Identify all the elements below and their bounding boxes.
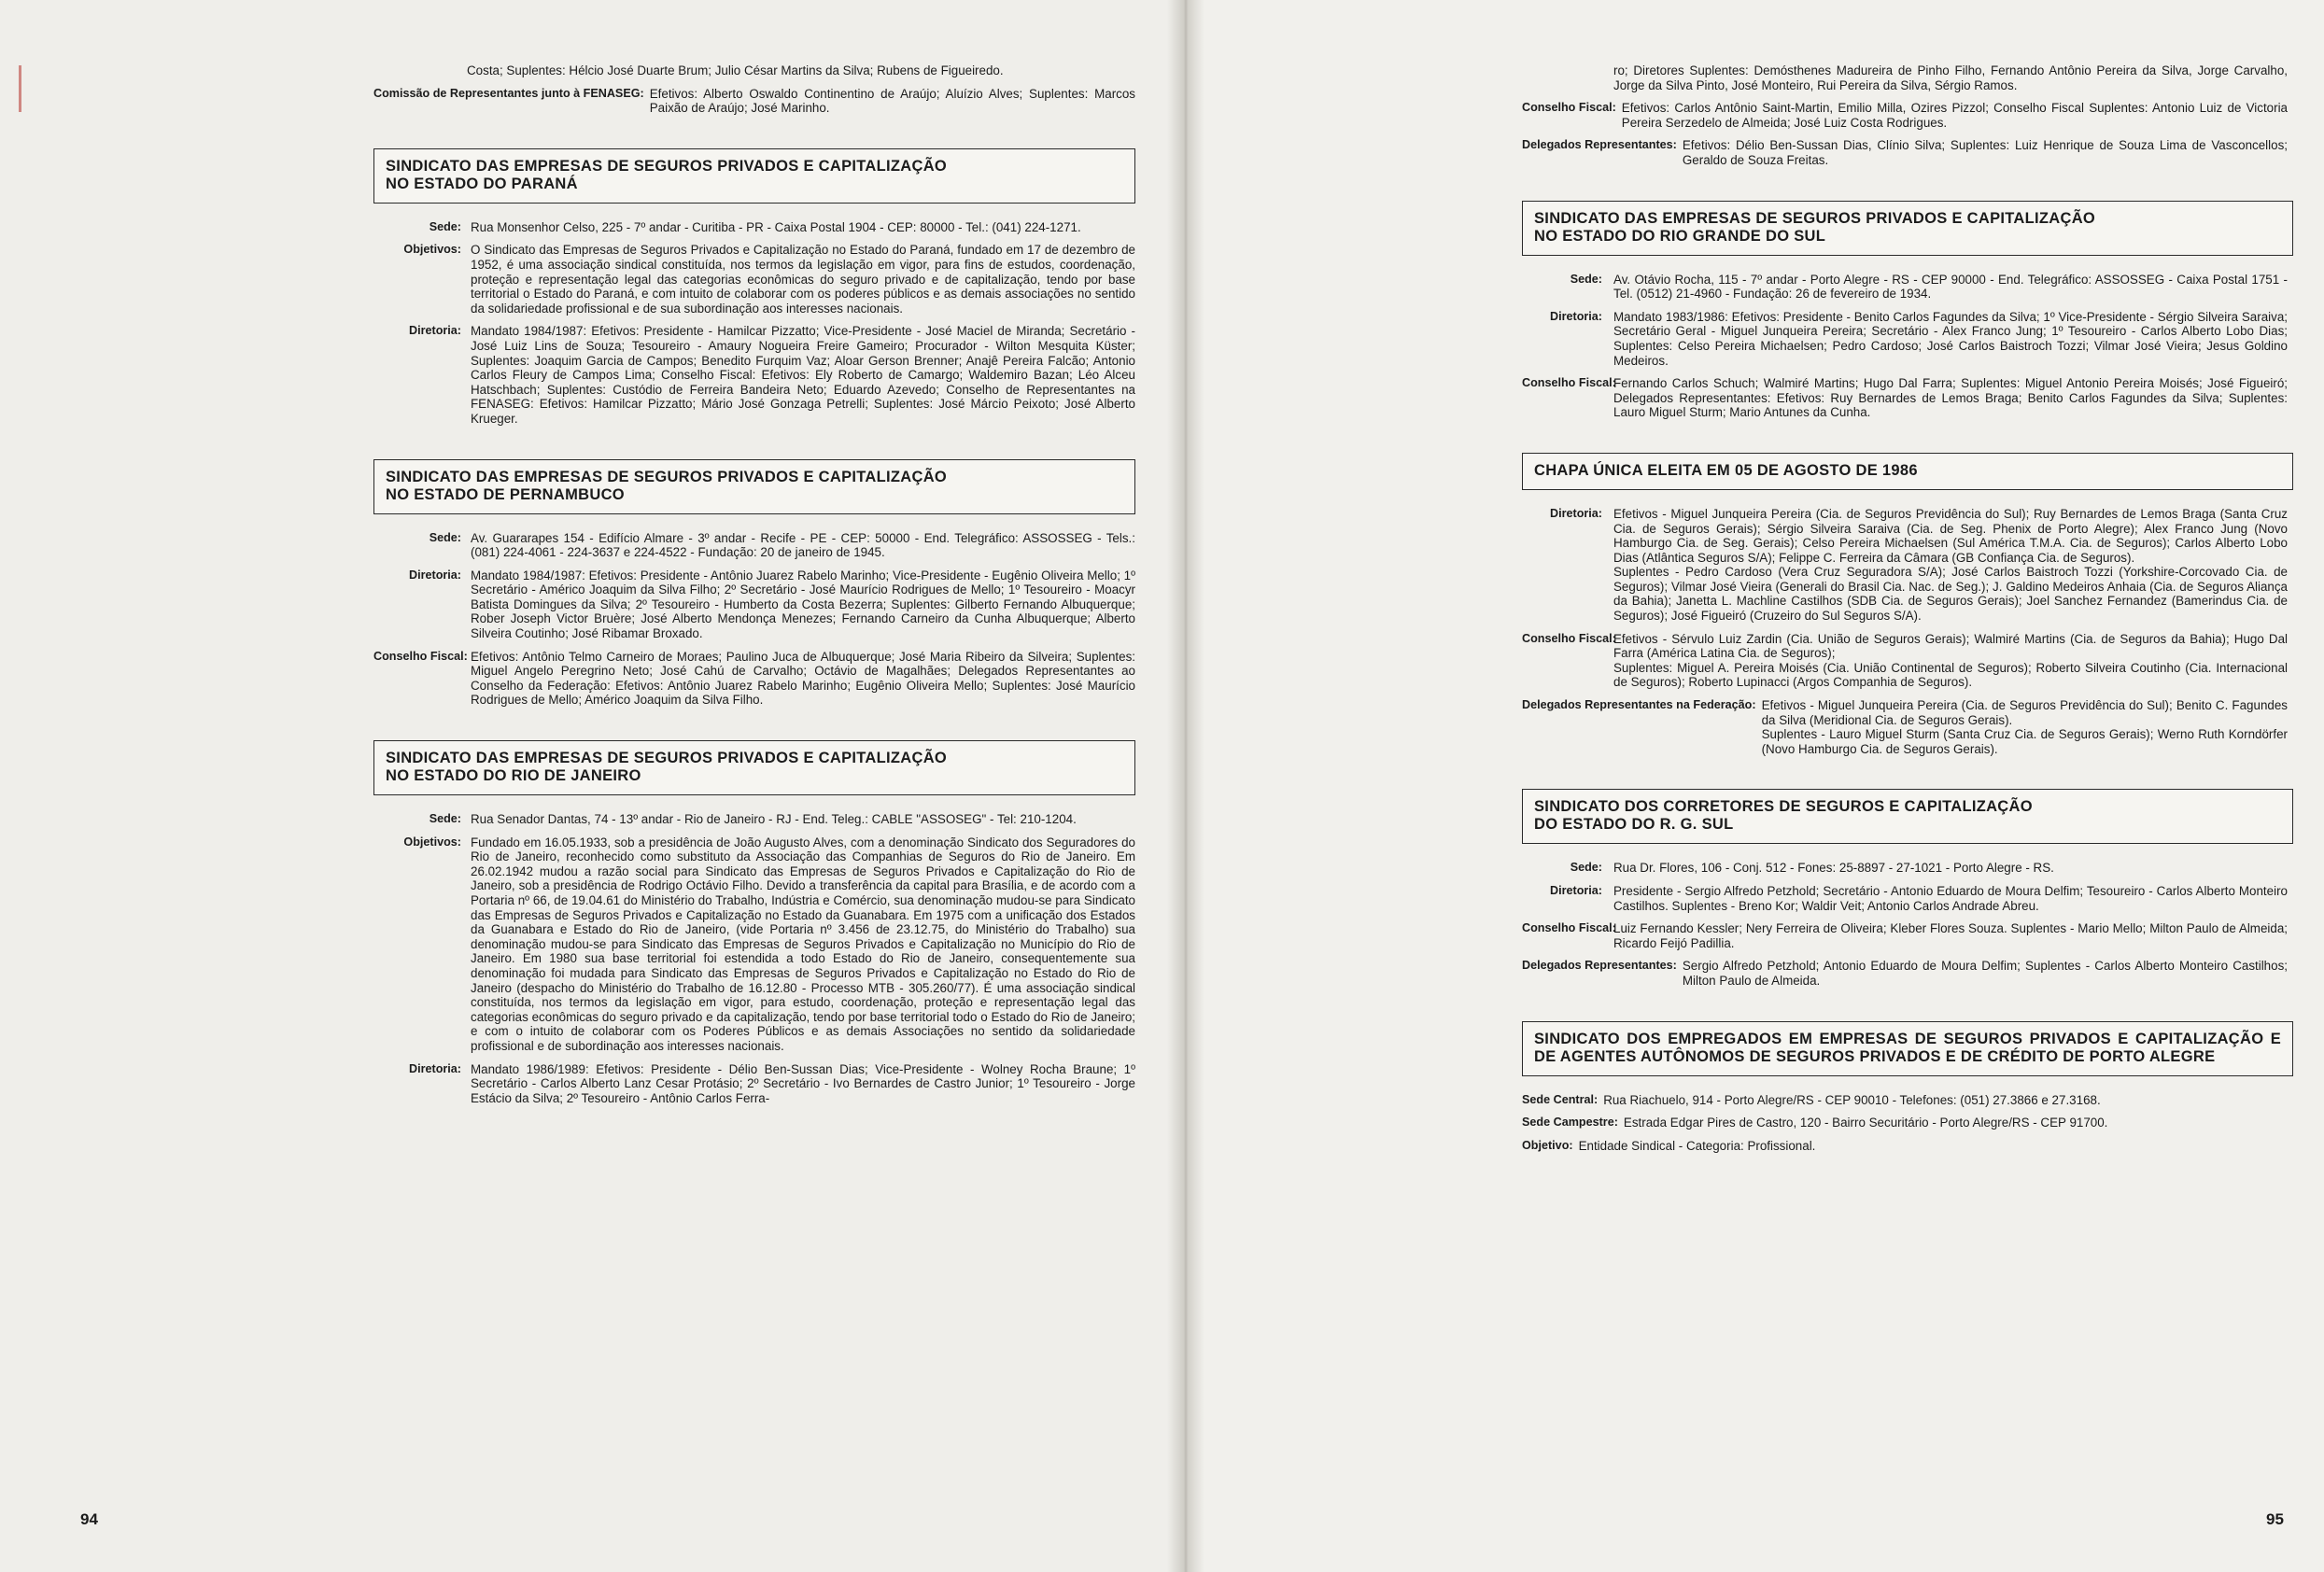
entry-label: Sede: [1570, 272, 1602, 286]
entry-sede-campestre [1522, 1116, 2288, 1130]
entry-label: Objetivos: [403, 835, 461, 849]
entry-label: Delegados Representantes na Federação: [1522, 698, 1756, 712]
entry-conselho-fiscal [1522, 632, 2288, 690]
section-title-box [1522, 453, 2293, 490]
entry-text: Luiz Fernando Kessler; Nery Ferreira de Oliveira; Kleber Flores Souza. Suplentes - Mario Mello; Milton Paulo de Almeida; Ricardo Feijó Padillia. [1613, 921, 2288, 950]
section-subtitle: NO ESTADO DE PERNAMBUCO [386, 485, 625, 503]
section-title-box [1522, 1021, 2293, 1076]
entry-label: Comissão de Representantes junto à FENASEG: [373, 86, 644, 100]
entry-label: Diretoria: [409, 568, 461, 582]
section-subtitle: DO ESTADO DO R. G. SUL [1534, 816, 1734, 834]
entry-label: Sede: [429, 812, 461, 826]
entry-objetivo [1522, 1139, 2288, 1154]
entry-label: Diretoria: [409, 324, 461, 338]
section-title-box [373, 740, 1135, 795]
entry-text: Estrada Edgar Pires de Castro, 120 - Bairro Securitário - Porto Alegre/RS - CEP 91700. [1623, 1116, 2108, 1130]
entry-text: Presidente - Sergio Alfredo Petzhold; Secretário - Antonio Eduardo de Moura Delfim; Tesoureiro - Carlos Alberto Monteiro Castilhos. Suplentes - Breno Kor; Waldir Veit; Antonio Carlos Andrade Abreu. [1613, 884, 2288, 913]
entry-efetivos: Efetivos - Miguel Junqueira Pereira (Cia. de Seguros Previdência do Sul); Benito C. Fagundes da Silva (Meridional Cia. de Seguros Gerais). [1761, 698, 2288, 727]
entry-efetivos: Efetivos - Miguel Junqueira Pereira (Cia. de Seguros Previdência do Sul); Ruy Bernardes de Lemos Braga (Santa Cruz Cia. de Seguros Gerais); Sérgio Silveira Saraiva (Cia. de Seg. Phenix de Porto Alegre); Alex Franco Jung (Novo Hamburgo Cia. de Seg. Gerais); Celso Pereira Michaelsen (Sul América T.M.A. Cia. de Seguros); Carlos Alberto Lobo Dias (Atlântica Seguros S/A); Felippe C. Ferreira da Câmara (GB Confiança Cia. de Seguros). [1613, 506, 2288, 565]
entry-diretoria [1522, 884, 2288, 913]
entry-efetivos: Efetivos - Sérvulo Luiz Zardin (Cia. União de Seguros Gerais); Walmiré Martins (Cia. de Seguros da Bahia); Hugo Dal Farra (América Latina Cia. de Seguros); [1613, 631, 2288, 661]
entry-sede [1522, 273, 2288, 302]
section-title: SINDICATO DOS CORRETORES DE SEGUROS E CAPITALIZAÇÃO [1534, 798, 2033, 816]
entry-label: Delegados Representantes: [1522, 138, 1677, 152]
entry-conselho-fiscal [373, 650, 1135, 708]
section-title: SINDICATO DAS EMPRESAS DE SEGUROS PRIVADOS E CAPITALIZAÇÃO [386, 157, 948, 175]
entry-conselho-fiscal [1522, 921, 2288, 950]
entry-suplentes: Suplentes - Lauro Miguel Sturm (Santa Cruz Cia. de Seguros Gerais); Werno Ruth Korndörfer (Novo Hamburgo Cia. de Seguros Gerais). [1761, 727, 2288, 756]
entry-objetivos [373, 835, 1135, 1054]
entry-text: Mandato 1984/1987: Efetivos: Presidente - Hamilcar Pizzatto; Vice-Presidente - José Maciel de Miranda; Secretário - José Luiz Lins de Souza; Tesoureiro - Amaury Nogueira Freire Gameiro; Procurador - Wilton Mesquita Küster; Suplentes: Joaquim Garcia de Campos; Benedito Furquim Vaz; Aloar Gerson Brenner; Anajê Pereira Falcão; Antonio Carlos Fleury de Campos Lima; Conselho Fiscal: Efetivos: Ely Roberto de Camargo; Waldemiro Bazan; Léo Alceu Hatschbach; Suplentes: Custódio de Ferreira Bandeira Neto; Eduardo Azevedo; Conselho de Representantes na FENASEG: Efetivos: Hamilcar Pizzatto; Mário José Gonzaga Petrelli; Suplentes: José Márcio Peixoto; José Alberto Krueger. [471, 324, 1135, 426]
page-number-left: 94 [80, 1510, 98, 1528]
entry-label: Diretoria: [1550, 884, 1602, 897]
entry-text: Sergio Alfredo Petzhold; Antonio Eduardo de Moura Delfim; Suplentes - Carlos Alberto Monteiro Castilhos; Milton Paulo de Almeida. [1682, 959, 2288, 988]
entry-delegados [1522, 959, 2288, 988]
section-subtitle: NO ESTADO DO PARANÁ [386, 175, 578, 192]
entry-label: Objetivo: [1522, 1138, 1573, 1152]
section-title-box [1522, 201, 2293, 256]
intro-line: Costa; Suplentes: Hélcio José Duarte Brum; Julio César Martins da Silva; Rubens de Figueiredo. [467, 63, 1004, 77]
entry-text [1613, 632, 2288, 690]
entry-text: Mandato 1983/1986: Efetivos: Presidente - Benito Carlos Fagundes da Silva; 1º Vice-Presidente - Sérgio Silveira Saraiva; Secretário Geral - Miguel Junqueira Pereira; Secretário - Alex Franco Jung; 1º Tesoureiro - Carlos Alberto Lobo Dias; Suplentes: Celso Pereira Michaelsen; Pedro Cardoso; José Carlos Baistroch Tozzi; Vilmar José Vieira; Jesus Goldino Medeiros. [1613, 309, 2288, 368]
entry-text [1613, 507, 2288, 624]
right-page-content [1522, 63, 2288, 1161]
entry-text: Efetivos: Antônio Telmo Carneiro de Moraes; Paulino Juca de Albuquerque; José Maria Ribeiro da Silveira; Suplentes: Miguel Angelo Peregrino Neto; José Cahú de Carvalho; Octávio de Magalhães; Delegados Representantes ao Conselho da Federação: Efetivos: Antônio Juarez Rabelo Marinho; Eugênio Oliveira Mello; Suplentes: José Maurício Rodrigues de Mello; Américo Joaquim da Silva Filho. [471, 649, 1135, 708]
section-title-box [373, 148, 1135, 204]
section-title: SINDICATO DOS EMPREGADOS EM EMPRESAS DE SEGUROS PRIVADOS E CAPITALIZAÇÃO E DE AGENTES AUTÔNOMOS DE SEGUROS PRIVADOS E DE CRÉDITO DE PORTO ALEGRE [1534, 1030, 2281, 1065]
section-title: SINDICATO DAS EMPRESAS DE SEGUROS PRIVADOS E CAPITALIZAÇÃO [386, 468, 948, 485]
section-title-box [1522, 789, 2293, 844]
entry-label: Sede: [1570, 861, 1602, 875]
entry-objetivos [373, 243, 1135, 316]
entry-label: Sede: [429, 219, 461, 233]
entry-text: Av. Otávio Rocha, 115 - 7º andar - Porto Alegre - RS - CEP 90000 - End. Telegráfico: ASSOSSEG - Caixa Postal 1751 - Tel. (0512) 21-4960 - Fundação: 26 de fevereiro de 1934. [1613, 272, 2288, 302]
entry-label: Diretoria: [409, 1061, 461, 1075]
entry-label: Diretoria: [1550, 309, 1602, 323]
entry-delegados [1522, 138, 2288, 167]
entry-conselho-fiscal [1522, 101, 2288, 130]
entry-label: Conselho Fiscal: [1522, 101, 1616, 115]
entry-label: Sede: [429, 530, 461, 544]
section-title: CHAPA ÚNICA ELEITA EM 05 DE AGOSTO DE 1986 [1534, 461, 1918, 479]
entry-text: Rua Monsenhor Celso, 225 - 7º andar - Curitiba - PR - Caixa Postal 1904 - CEP: 80000 - Tel.: (041) 224-1271. [471, 219, 1081, 234]
entry-text: Entidade Sindical - Categoria: Profissional. [1578, 1138, 1816, 1153]
entry-sede [373, 812, 1135, 827]
entry-sede [373, 531, 1135, 560]
entry-delegados [1522, 698, 2288, 756]
entry-label: Conselho Fiscal: [1522, 376, 1616, 390]
section-subtitle: NO ESTADO DO RIO GRANDE DO SUL [1534, 227, 1826, 245]
entry-text [1762, 698, 2288, 756]
entry-conselho-fiscal [1522, 376, 2288, 420]
entry-label: Sede Central: [1522, 1092, 1599, 1106]
entry-sede [373, 220, 1135, 235]
page-number-right: 95 [2266, 1510, 2284, 1528]
margin-mark [19, 65, 21, 112]
entry-suplentes: Suplentes - Pedro Cardoso (Vera Cruz Seguradora S/A); José Carlos Baistroch Tozzi (Yorkshire-Corcovado Cia. de Seguros); Vilmar José Vieira (Generali do Brasil Cia. Nac. de Seg.); J. Galdino Medeiros Anhaia (Cia. de Seguros Aliança da Bahia); Janetta L. Machline Castilhos (SDB Cia. de Seguros Gerais); Joel Sanchez Fernandez (Bamerindus Cia. de Seguros); José Figueiró (Cruzeiro do Sul Seguros S/A). [1613, 565, 2288, 624]
entry-sede [1522, 861, 2288, 876]
entry-suplentes: Suplentes: Miguel A. Pereira Moisés (Cia. União Continental de Seguros); Roberto Silveira Coutinho (Cia. Internacional de Seguros); Roberto Lupinacci (Argos Companhia de Seguros). [1613, 660, 2288, 690]
entry-text: O Sindicato das Empresas de Seguros Privados e Capitalização no Estado do Paraná, fundado em 17 de dezembro de 1952, é uma associação sindical constituída, nos termos da legislação em vigor, para fins de estudos, coordenação, proteção e representação legal das categorias econômicas do seguro privado e de capitalização, tendo por base territorial o Estado do Paraná, e com intuito de colaborar com os poderes públicos e as demais associações no sentido da solidariedade profissional e de sua subordinação aos interesses nacionais. [471, 243, 1135, 316]
entry-text: Rua Dr. Flores, 106 - Conj. 512 - Fones: 25-8897 - 27-1021 - Porto Alegre - RS. [1613, 861, 2054, 876]
entry-label: Conselho Fiscal: [1522, 631, 1616, 645]
entry-label: Conselho Fiscal: [1522, 921, 1616, 935]
entry-diretoria [373, 568, 1135, 641]
entry-text: Rua Senador Dantas, 74 - 13º andar - Rio de Janeiro - RJ - End. Teleg.: CABLE "ASSOSEG" - Tel: 210-1204. [471, 812, 1077, 827]
entry-label: Conselho Fiscal: [373, 649, 468, 663]
entry-sede-central [1522, 1093, 2288, 1108]
entry-text: Efetivos: Alberto Oswaldo Continentino de Araújo; Aluízio Alves; Suplentes: Marcos Paixão de Araújo; José Marinho. [649, 86, 1135, 116]
entry-text: Fundado em 16.05.1933, sob a presidência de João Augusto Alves, com a denominação Sindicato dos Seguradores do Rio de Janeiro, reconhecido como substituto da Associação das Companhias de Seguros do Rio de Janeiro. Em 26.02.1942 mudou a razão social para Sindicato das Empresas de Seguros Privados e Capitalização do Rio de Janeiro, sob a presidência de Rodrigo Octávio Filho. Devido a transferência da capital para Brasília, e de acordo com a Portaria nº 66, de 19.04.61 do Ministério do Trabalho, Indústria e Comércio, sua denominação mudou-se para Sindicato das Empresas de Seguros Privados e Capitalização no Estado da Guanabara. Em 1975 com a unificação dos Estados da Guanabara e Estado do Rio de Janeiro, (vide Portaria nº 3.456 de 23.12.75, do Ministério do Trabalho) sua denominação mudou-se para Sindicato das Empresas de Seguros Privados e Capitalização no Município do Rio de Janeiro. Em 1980 sua base territorial foi estendida a todo Estado do Rio de Janeiro, consequentemente sua denominação foi mudada para Sindicato das Empresas de Seguros Privados e Capitalização no Estado do Rio de Janeiro (despacho do Ministério do Trabalho de 16.12.80 - Processo MTB - 305.260/77). É uma associação sindical constituída, nos termos da legislação em vigor, para estudo, coordenação, proteção e representação legal das categorias econômicas do seguro privado e da capitalização, tendo por base territorial todo o Estado do Rio de Janeiro; e com o intuito de colaborar com os Poderes Públicos e as demais Associações no sentido da solidariedade profissional e de subordinação aos interesses nacionais. [471, 835, 1135, 1053]
entry-text: Av. Guararapes 154 - Edifício Almare - 3º andar - Recife - PE - CEP: 50000 - End. Telegráfico: ASSOSSEG - Tels.: (081) 224-4061 - 224-3637 e 224-4522 - Fundação: 20 de janeiro de 1945. [471, 530, 1135, 560]
entry-text: Mandato 1986/1989: Efetivos: Presidente - Délio Ben-Sussan Dias; Vice-Presidente - Wolney Rocha Braune; 1º Secretário - Carlos Alberto Lanz Cesar Protásio; 2º Secretário - Ivo Bernardes de Castro Junior; 1º Tesoureiro - Jorge Estácio da Silva; 2º Tesoureiro - Antônio Carlos Ferra- [471, 1061, 1135, 1105]
entry-text: Efetivos: Carlos Antônio Saint-Martin, Emilio Milla, Ozires Pizzol; Conselho Fiscal Suplentes: Antonio Luiz de Victoria Pereira Serzedelo de Almeida; José Luiz Costa Rodrigues. [1621, 101, 2288, 130]
entry-text: Fernando Carlos Schuch; Walmiré Martins; Hugo Dal Farra; Suplentes: Miguel Antonio Pereira Moisés; José Figueiró; Delegados Representantes: Efetivos: Ruy Bernardes de Lemos Braga; Benito Carlos Fagundes da Silva; Suplentes: Lauro Miguel Sturm; Mario Antunes da Cunha. [1613, 376, 2288, 420]
left-page-content [373, 63, 1135, 1114]
entry-label: Diretoria: [1550, 506, 1602, 520]
section-title: SINDICATO DAS EMPRESAS DE SEGUROS PRIVADOS E CAPITALIZAÇÃO [1534, 209, 2096, 227]
entry-diretoria [373, 1062, 1135, 1106]
entry-text: Efetivos: Délio Ben-Sussan Dias, Clínio Silva; Suplentes: Luiz Henrique de Souza Lima de Vasconcellos; Geraldo de Souza Freitas. [1682, 138, 2288, 167]
entry-label: Objetivos: [403, 243, 461, 257]
entry-diretoria [1522, 310, 2288, 368]
entry-label: Sede Campestre: [1522, 1116, 1618, 1130]
intro-line: ro; Diretores Suplentes: Demósthenes Madureira de Pinho Filho, Fernando Antônio Pereira da Silva, Jorge Carvalho, Jorge da Silva Pinto, José Monteiro, Rui Pereira da Silva, Sérgio Ramos. [1613, 63, 2288, 92]
entry-text: Rua Riachuelo, 914 - Porto Alegre/RS - CEP 90010 - Telefones: (051) 27.3866 e 27.3168. [1603, 1092, 2101, 1107]
entry-diretoria [1522, 507, 2288, 624]
book-gutter [1167, 0, 1204, 1572]
entry-diretoria [373, 324, 1135, 426]
entry-label: Delegados Representantes: [1522, 959, 1677, 973]
section-title-box [373, 459, 1135, 514]
section-title: SINDICATO DAS EMPRESAS DE SEGUROS PRIVADOS E CAPITALIZAÇÃO [386, 750, 948, 767]
comissao-entry [373, 87, 1135, 116]
section-subtitle: NO ESTADO DO RIO DE JANEIRO [386, 767, 641, 785]
entry-text: Mandato 1984/1987: Efetivos: Presidente - Antônio Juarez Rabelo Marinho; Vice-Presidente - Eugênio Oliveira Mello; 1º Secretário - Américo Joaquim da Silva Filho; 2º Secretário - José Maurício Rodrigues de Mello; 1º Tesoureiro - Moacyr Batista Domingues da Silva; 2º Tesoureiro - Humberto da Costa Bezerra; Suplentes: Gilberto Fernando Albuquerque; Rober Joseph Victor Bruère; José Alberto Mendonça Menezes; Fernando Carneiro da Cunha Albuquerque; Alberto Silveira Coutinho; José Ribamar Broxado. [471, 568, 1135, 641]
